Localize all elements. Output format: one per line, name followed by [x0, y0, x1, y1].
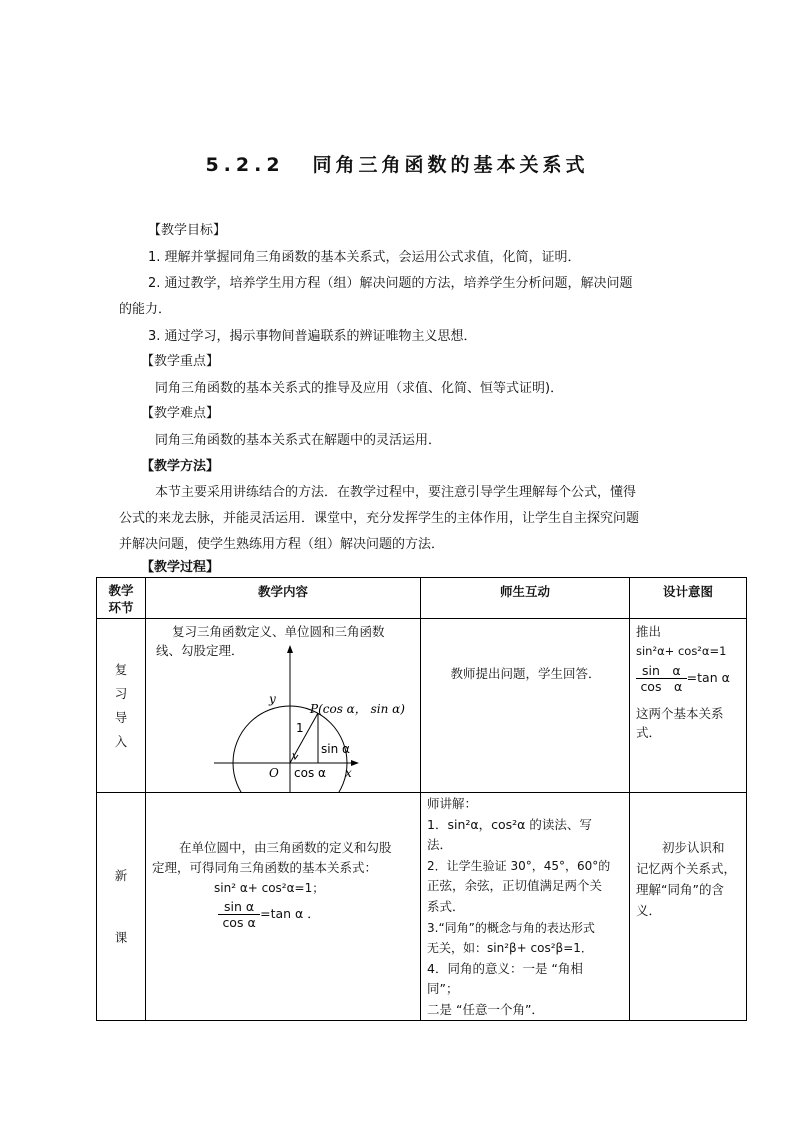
interaction-new-lesson: 师讲解： 1．sin²α，cos²α 的读法、写 法． 2．让学生验证 30°，45°，60°的 正弦，余弦，正切值满足两个关 系式． 3.“同角”的概念与角的表达形式 无关，如：sin²β+ cos²β=1． 4．同角的意义：一是 “角相 同”； 二是 “任意一个角”． — [421, 793, 630, 1021]
cos-label: cos α — [294, 766, 326, 780]
goal-2-cont: 的能力． — [119, 302, 172, 317]
table-row — [97, 619, 747, 793]
x-axis-arrow — [351, 760, 359, 766]
x-label: x — [345, 766, 352, 780]
method-heading: 【教学方法】 — [141, 459, 220, 474]
header-intent: 设计意图 — [630, 578, 747, 619]
header-content: 教学内容 — [146, 578, 421, 619]
y-axis-arrow — [287, 645, 293, 653]
process-heading: 【教学过程】 — [141, 560, 220, 575]
intent-review: 推出 sin²α+ cos²α=1 $\frac{\text{sin α}}{\text{cos α}}$ =tan α 这两个基本关系 式． — [630, 619, 747, 793]
difficulty-text: 同角三角函数的基本关系式在解题中的灵活运用． — [155, 433, 442, 448]
table-row — [97, 793, 747, 1021]
teaching-process-table — [96, 577, 747, 1021]
method-line-2: 公式的来龙去脉，并能灵活运用．课堂中，充分发挥学生的主体作用，让学生自主探究问题 — [119, 511, 640, 526]
goal-heading: 【教学目标】 — [148, 223, 227, 238]
origin-label: O — [269, 766, 279, 780]
content-review: 复习三角函数定义、单位圆和三角函数 线、勾股定理． y x O 1 P(cos α， sin α) sin α cos α — [146, 619, 421, 793]
key-heading: 【教学重点】 — [141, 354, 220, 369]
table-header-row — [97, 578, 747, 619]
stage-new-lesson: 新 课 — [97, 793, 146, 1021]
sin-label: sin α — [321, 742, 350, 756]
interaction-review: 教师提出问题，学生回答． — [421, 619, 630, 793]
method-line-3: 并解决问题，使学生熟练用方程（组）解决问题的方法． — [119, 537, 445, 552]
goal-3: 3. 通过学习，揭示事物间普遍联系的辨证唯物主义思想． — [148, 329, 477, 344]
method-line-1: 本节主要采用讲练结合的方法．在教学过程中，要注意引导学生理解每个公式，懂得 — [155, 485, 637, 500]
content-new-lesson: 在单位圆中，由三角函数的定义和勾股 定理，可得同角三角函数的基本关系式： sin² α+ cos²α=1； $\frac{\text{sin α}}{\text{cos α}}$ =tan α ． — [146, 793, 421, 1021]
radius-label: 1 — [296, 721, 304, 735]
stage-review: 复 习 导 入 — [97, 619, 146, 793]
intent-new-lesson: 初步认识和 记忆两个关系式， 理解“同角”的含 义． — [630, 793, 747, 1021]
tan-formula: $\frac{\text{sin α}}{\text{cos α}}$ =tan α ． — [218, 899, 320, 930]
intent-fraction: $\frac{\text{sin α}}{\text{cos α}}$ =tan α — [636, 663, 730, 694]
header-interaction: 师生互动 — [421, 578, 630, 619]
y-label: y — [269, 692, 276, 706]
page-title: 5.2.2 同角三角函数的基本关系式 — [205, 154, 589, 176]
goal-1: 1. 理解并掌握同角三角函数的基本关系式，会运用公式求值，化简，证明． — [148, 250, 581, 265]
difficulty-heading: 【教学难点】 — [141, 406, 220, 421]
unit-circle-diagram — [146, 619, 421, 793]
header-stage: 教学 环节 — [97, 578, 146, 619]
point-p-label: P(cos α， sin α) — [310, 702, 405, 716]
key-text: 同角三角函数的基本关系式的推导及应用（求值、化简、恒等式证明)． — [155, 381, 564, 396]
goal-2: 2. 通过教学，培养学生用方程（组）解决问题的方法，培养学生分析问题，解决问题 — [148, 276, 633, 291]
